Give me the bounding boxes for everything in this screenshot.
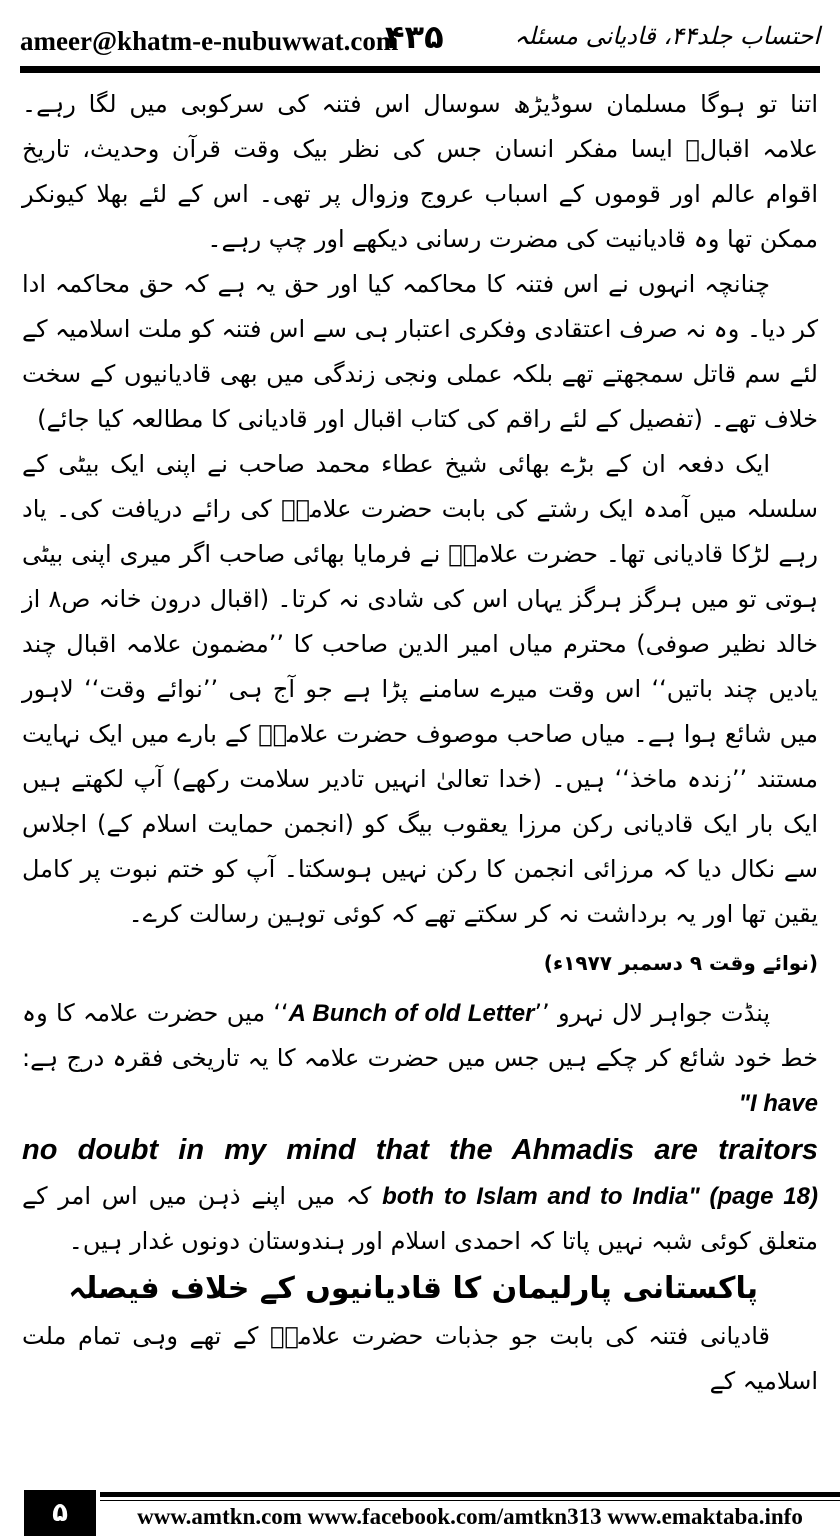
header-book-title: احتساب جلد۴۴، قادیانی مسئلہ xyxy=(514,22,820,50)
header-page-number: ۴۳۵ xyxy=(385,18,444,56)
english-quote-line: no doubt in my mind that the Ahmadis are traitors xyxy=(22,1134,818,1166)
page-body xyxy=(22,82,818,1404)
paragraph-4-text-c: کہ میں اپنے ذہن میں اس امر کے متعلق کوئی شبہ نہیں پاتا کہ احمدی اسلام اور ہندوستان دونوں غدار ہیں۔ xyxy=(22,1182,818,1255)
paragraph-4-continued xyxy=(22,1174,818,1264)
footer-page-number: ۵ xyxy=(24,1490,96,1536)
paragraph-4-text-a: پنڈت جواہر لال نہرو ’’ xyxy=(534,999,771,1027)
paragraph-5: قادیانی فتنہ کی بابت جو جذبات حضرت علامہؒ کے تھے وہی تمام ملت اسلامیہ کے xyxy=(22,1322,818,1395)
section-heading: پاکستانی پارلیمان کا قادیانیوں کے خلاف فیصلہ xyxy=(68,1271,758,1306)
quote-start: "I have xyxy=(738,1090,818,1117)
footer-rule-thick xyxy=(100,1492,840,1497)
quote-end: both to Islam and to India" (page 18) xyxy=(382,1183,818,1210)
newspaper-citation: (نوائے وقت ۹ دسمبر ۱۹۷۷ء) xyxy=(543,951,818,975)
book-title-english: A Bunch of old Letter xyxy=(288,1000,535,1027)
paragraph-1: اتنا تو ہوگا مسلمان سوڈیڑھ سوسال اس فتنہ کی سرکوبی میں لگا رہے۔ علامہ اقبالؒ ایسا مفکر انسان جس کی نظر بیک وقت قرآن وحدیث، تاریخ اقوام عالم اور قوموں کے اسباب عروج وزوال پر تھی۔ اس کے لئے بھلا کیونکر ممکن تھا وہ قادیانیت کی مضرت رسانی دیکھے اور چپ رہے۔ xyxy=(22,90,818,253)
paragraph-4 xyxy=(22,991,818,1126)
page-header xyxy=(20,14,820,64)
footer-urls: www.amtkn.com www.facebook.com/amtkn313 www.emaktaba.info xyxy=(137,1504,803,1529)
paragraph-4-text-b: ‘‘ میں حضرت علامہ کا وہ خط خود شائع کر چکے ہیں جس میں حضرت علامہ کا یہ تاریخی فقرہ درج ہے: xyxy=(22,999,818,1072)
header-email: ameer@khatm-e-nubuwwat.com xyxy=(20,26,399,56)
paragraph-2: چنانچہ انہوں نے اس فتنہ کا محاکمہ کیا اور حق یہ ہے کہ حق محاکمہ ادا کر دیا۔ وہ نہ صرف اعتقادی وفکری اعتبار ہی سے اس فتنہ کو ملت اسلامیہ کے لئے سم قاتل سمجھتے تھے بلکہ عملی ونجی زندگی میں بھی قادیانیوں کے سخت خلاف تھے۔ (تفصیل کے لئے راقم کی کتاب اقبال اور قادیانی کا مطالعہ کیا جائے) xyxy=(22,270,818,433)
page-footer xyxy=(0,1490,840,1540)
paragraph-3: ایک دفعہ ان کے بڑے بھائی شیخ عطاء محمد صاحب نے اپنی ایک بیٹی کے سلسلہ میں آمدہ ایک رشتے کی بابت حضرت علامہؒ کی رائے دریافت کی۔ یاد رہے لڑکا قادیانی تھا۔ حضرت علامہؒ نے فرمایا بھائی صاحب اگر میری اپنی بیٹی ہوتی تو میں ہرگز ہرگز یہاں اس کی شادی نہ کرتا۔ (اقبال درون خانہ ص۸ از خالد نظیر صوفی) محترم میاں امیر الدین صاحب کا ’’مضمون علامہ اقبال چند یادیں چند باتیں‘‘ اس وقت میرے سامنے پڑا ہے جو آج ہی ’’نوائے وقت‘‘ لاہور میں شائع ہوا ہے۔ میاں صاحب موصوف حضرت علامہؒ کے بارے میں ایک نہایت مستند ’’زندہ ماخذ‘‘ ہیں۔ (خدا تعالیٰ انہیں تادیر سلامت رکھے) آپ لکھتے ہیں ایک بار ایک قادیانی رکن مرزا یعقوب بیگ کو (انجمن حمایت اسلام کے) اجلاس سے نکال دیا کہ مرزائی انجمن کا رکن نہیں ہوسکتا۔ آپ کو ختم نبوت پر کامل یقین تھا اور یہ برداشت نہ کر سکتے تھے کہ کوئی توہین رسالت کرے۔ xyxy=(22,450,819,928)
header-rule xyxy=(20,66,820,73)
footer-rule-thin xyxy=(100,1500,840,1501)
